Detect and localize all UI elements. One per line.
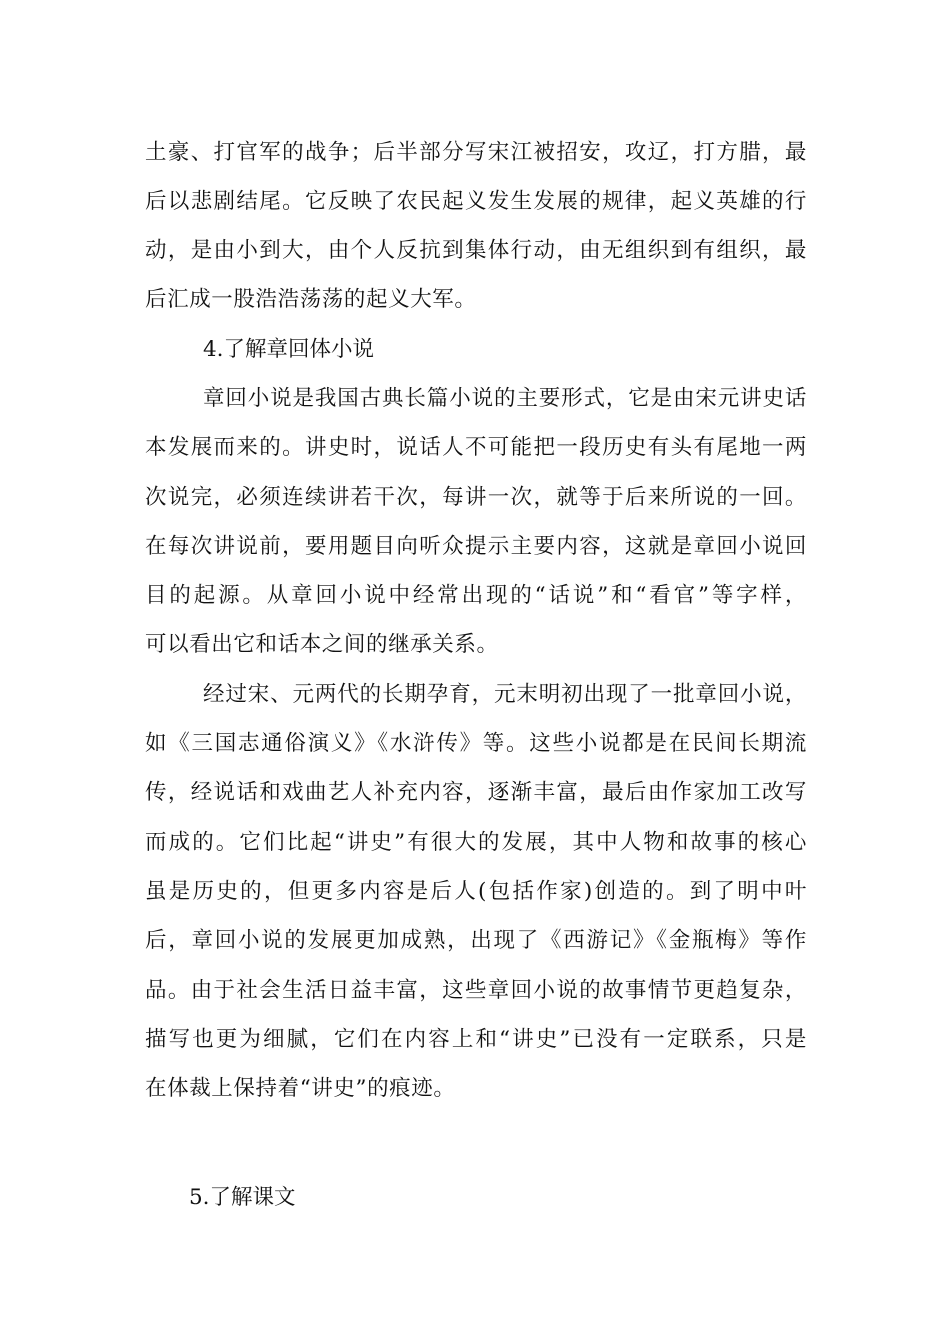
text-line: 动，是由小到大，由个人反抗到集体行动，由无组织到有组织，最: [145, 238, 807, 263]
text-line: 本发展而来的。讲史时，说话人不可能把一段历史有头有尾地一两: [145, 435, 807, 460]
text-line: 描写也更为细腻，它们在内容上和“讲史”已没有一定联系，只是: [145, 1027, 807, 1052]
text-line: 如《三国志通俗演义》《水浒传》等。这些小说都是在民间长期流: [145, 731, 807, 756]
text-line: 可以看出它和话本之间的继承关系。: [145, 632, 499, 657]
text-line: 在每次讲说前，要用题目向听众提示主要内容，这就是章回小说回: [145, 534, 807, 559]
text-line: 后汇成一股浩浩荡荡的起义大军。: [145, 287, 477, 312]
text-line: 传，经说话和戏曲艺人补充内容，逐渐丰富，最后由作家加工改写: [145, 780, 807, 805]
section-heading-4: 4.了解章回体小说: [203, 337, 375, 362]
text-line: 后以悲剧结尾。它反映了农民起义发生发展的规律，起义英雄的行: [145, 189, 807, 214]
text-line: 品。由于社会生活日益丰富，这些章回小说的故事情节更趋复杂，: [145, 978, 807, 1003]
text-line: 目的起源。从章回小说中经常出现的“话说”和“看官”等字样，: [145, 583, 807, 608]
text-line: 章回小说是我国古典长篇小说的主要形式，它是由宋元讲史话: [203, 386, 807, 411]
text-line: 后，章回小说的发展更加成熟，出现了《西游记》《金瓶梅》等作: [145, 928, 807, 953]
text-line: 在体裁上保持着“讲史”的痕迹。: [145, 1076, 456, 1101]
section-heading-5: 5.了解课文: [189, 1185, 296, 1210]
text-line: 而成的。它们比起“讲史”有很大的发展，其中人物和故事的核心: [145, 830, 807, 855]
text-line: 土豪、打官军的战争；后半部分写宋江被招安，攻辽，打方腊，最: [145, 140, 807, 165]
text-line: 虽是历史的，但更多内容是后人(包括作家)创造的。到了明中叶: [145, 879, 807, 904]
text-line: 次说完，必须连续讲若干次，每讲一次，就等于后来所说的一回。: [145, 485, 807, 510]
text-line: 经过宋、元两代的长期孕育，元末明初出现了一批章回小说，: [203, 682, 807, 707]
